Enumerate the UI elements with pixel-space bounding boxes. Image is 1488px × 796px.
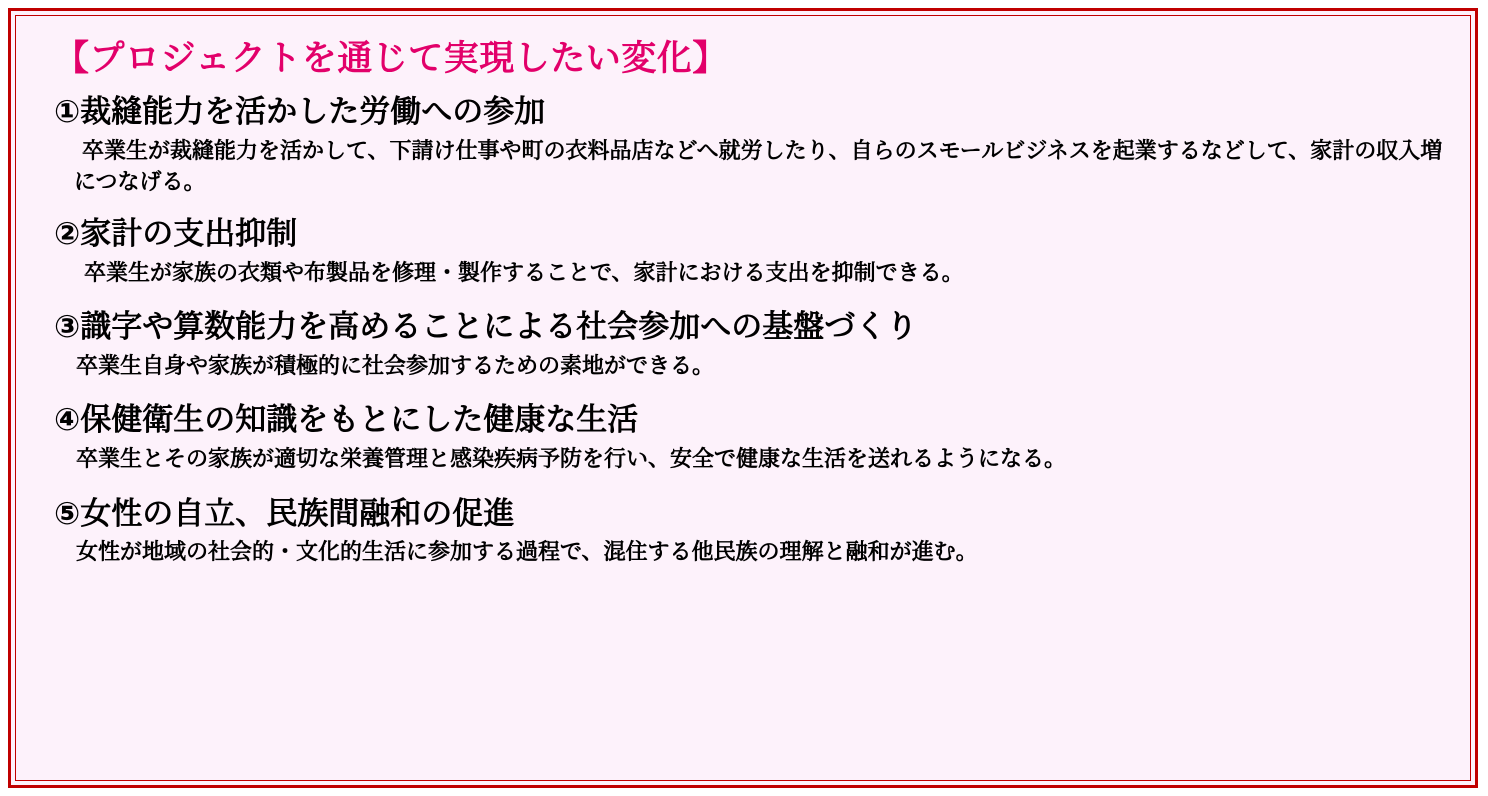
page-title: 【プロジェクトを通じて実現したい変化】: [54, 39, 728, 79]
outer-border: [8, 8, 1478, 788]
list-item: [54, 214, 1444, 289]
item-heading: ①裁縫能力を活かした労働への参加: [54, 94, 546, 130]
item-body: 卒業生が家族の衣類や布製品を修理・製作することで、家計における支出を抑制できる。: [84, 261, 964, 287]
item-body: 卒業生とその家族が適切な栄養管理と感染疾病予防を行い、安全で健康な生活を送れるようになる。: [76, 447, 1067, 473]
list-item: [54, 92, 1444, 198]
item-body: 卒業生が裁縫能力を活かして、下請け仕事や町の衣料品店などへ就労したり、自らのスモールビジネスを起業するなどして、家計の収入増につなげる。: [74, 138, 1443, 196]
item-heading: ⑤女性の自立、民族間融和の促進: [54, 495, 515, 532]
item-heading: ③識字や算数能力を高めることによる社会参加への基盤づくり: [54, 309, 918, 346]
item-body: 女性が地域の社会的・文化的生活に参加する過程で、混住する他民族の理解と融和が進む。: [76, 540, 978, 566]
list-item: [54, 307, 1444, 382]
list-item: [54, 400, 1444, 475]
list-item: [54, 494, 1444, 569]
item-heading: ②家計の支出抑制: [54, 216, 298, 253]
item-body: 卒業生自身や家族が積極的に社会参加するための素地ができる。: [76, 354, 715, 380]
item-heading: ④保健衛生の知識をもとにした健康な生活: [54, 402, 639, 439]
inner-border: [15, 15, 1471, 781]
